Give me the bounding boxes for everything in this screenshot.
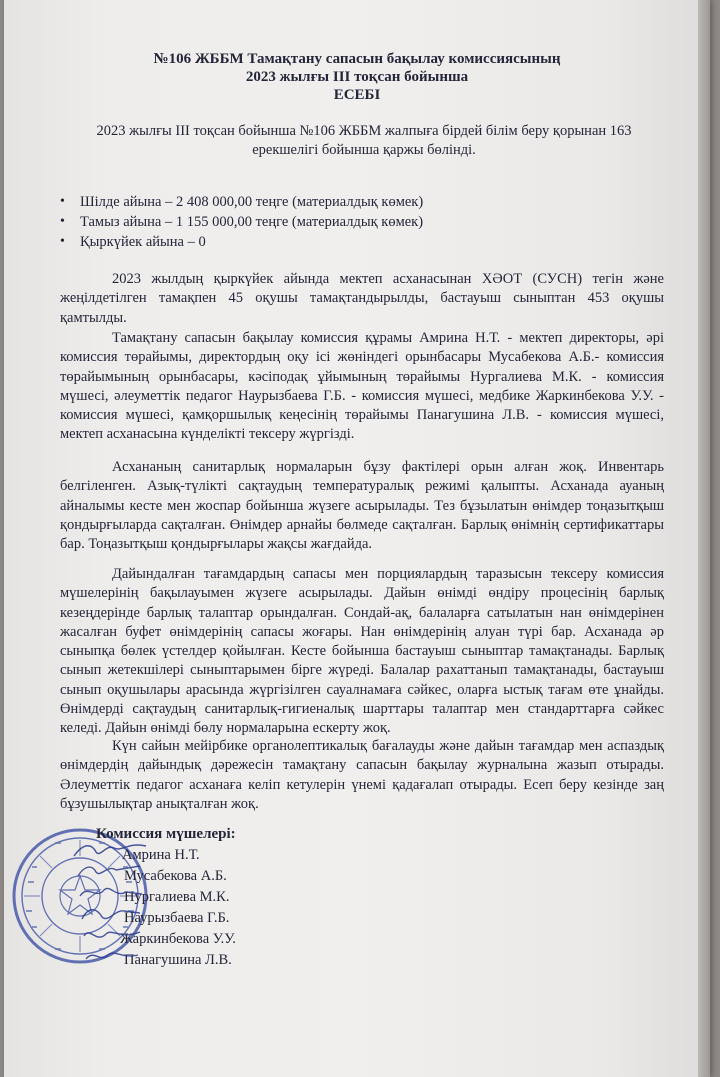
member-panagushina: Панагушина Л.В. bbox=[124, 952, 232, 968]
paragraph-2: Тамақтану сапасын бақылау комиссия құрамы Амрина Н.Т. - мектеп директоры, әрі комиссия төрайымы, директордың оқу ісі жөніндегі орынбасары Мусабекова А.Б.- комиссия төрайымының орынбасары, кәсіподақ ұйымының төрайымы Нургалиева М.К. - комиссия мүшесі, әлеуметтік педагог Наурызбаева Г.Б. - комиссия мүшесі, медбике Жаркинбекова У.У. - комиссия мүшесі, қамқоршылық кеңесінің төрайымы Панагушина Л.В. - комиссия мүшесі, мектеп асханасына күнделікті тексеру жүргізді. bbox=[60, 330, 664, 443]
member-nauryzbaeva: Наурызбаева Г.Б. bbox=[124, 910, 230, 926]
title-line-2: 2023 жылғы III тоқсан бойынша bbox=[245, 69, 469, 85]
funding-item-july: • Шілде айына – 2 408 000,00 теңге (материалдық көмек) bbox=[54, 192, 423, 212]
paragraph-1: 2023 жылдың қыркүйек айында мектеп асханасынан ХӘОТ (СУСН) тегін және жеңілдетілген тамақпен 45 оқушы тамақтандырылды, бастауыш сыныптан 453 оқушы қамтылды. bbox=[60, 271, 664, 326]
funding-list bbox=[54, 192, 423, 252]
title-line-1: №106 ЖББМ Тамақтану сапасын бақылау комиссиясының bbox=[153, 51, 561, 67]
page-edge-shadow bbox=[698, 0, 710, 1077]
member-zharkinbekova: Жаркинбекова У.У. bbox=[120, 931, 236, 947]
signature-nurgalieva bbox=[76, 882, 146, 904]
signature-nauryzbaeva bbox=[78, 903, 144, 925]
member-amrina: Амрина Н.Т. bbox=[122, 847, 200, 863]
intro-line-2: ерекшелігі бойынша қаржы бөлінді. bbox=[252, 142, 476, 158]
signature-zharkinbekova bbox=[80, 924, 144, 946]
paragraph-3: Асхананың санитарлық нормаларын бұзу фактілері орын алған жоқ. Инвентарь белгіленген. Азық-түлікті сақтаудың температуралық режимі қалыпты. Асханада ауаның айналымы кесте мен жоспар бойынша жүзеге асырылады. Тез бұзылатын өнімдер тоңазытқыш қондырғыларда сақталған. Өнімдер арнайы бөлмеде сақталған. Барлық өнімнің сертификаттары бар. Тоңазытқыш қондырғылары жақсы жағдайда. bbox=[60, 459, 664, 553]
signature-musabekova bbox=[74, 860, 144, 882]
title-line-3: ЕСЕБІ bbox=[333, 87, 381, 103]
signature-panagushina bbox=[82, 945, 142, 967]
members-title: Комиссия мүшелері: bbox=[96, 826, 236, 842]
funding-item-august: • Тамыз айына – 1 155 000,00 теңге (материалдық көмек) bbox=[54, 212, 423, 232]
signature-amrina bbox=[70, 838, 150, 862]
paragraph-4: Дайындалған тағамдардың сапасы мен порциялардың таразысын тексеру комиссия мүшелерінің бақылауымен жүзеге асырылады. Дайын өнімді өндіру процесінің барлық кезеңдерінде барлық талаптар орындалған. Сондай-ақ, балаларға сатылатын нан өнімдерінен жасалған буфет өнімдерінің сапасы жоғары. Нан өнімдерінің алуан түрі бар. Асханада әр сыныпқа бөлек үстелдер қойылған. Кесте бойынша бастауыш сыныптар тамақтанады. Барлық сынып жетекшілері сыныптарымен бірге жүреді. Балалар рахаттанып тамақтанады, бастауыш сынып оқушылары арасында жүргізілген сауалнамаға сәйкес, оларға ыстық тағам өте ұнайды. Өнімдерді сақтаудың санитарлық-гигиеналық шарттары талаптар мен стандарттарға сәйкес келеді. Дайын өнімді бөлу нормаларына ескерту жоқ. bbox=[60, 566, 664, 737]
funding-item-september: • Қыркүйек айына – 0 bbox=[54, 232, 423, 252]
paragraph-5: Күн сайын мейірбике органолептикалық бағалауды және дайын тағамдар мен аспаздық өнімдердің дайындық дәрежесін тамақтану сапасын бақылау журналына жазып отырады. Әлеуметтік педагог асханаға келіп кетулерін үнемі қадағалап отырады. Есеп беру кезінде заң бұзушылықтар анықталған жоқ. bbox=[60, 738, 664, 812]
member-nurgalieva: Нургалиева М.К. bbox=[124, 889, 230, 905]
intro-line-1: 2023 жылғы III тоқсан бойынша №106 ЖББМ жалпыға бірдей білім беру қорынан 163 bbox=[96, 123, 632, 139]
document-page bbox=[4, 0, 710, 1077]
member-musabekova: Мусабекова А.Б. bbox=[124, 868, 227, 884]
